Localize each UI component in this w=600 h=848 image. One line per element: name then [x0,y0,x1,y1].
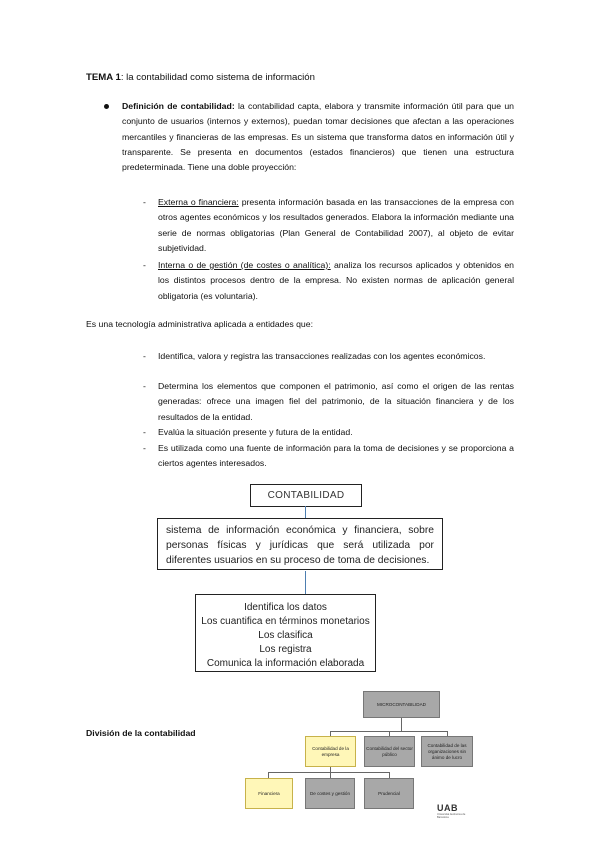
diagram-bottom-box [195,594,376,672]
page-title [86,72,315,83]
diagram-step: Los registra [259,644,312,655]
diagram-connector [305,506,306,518]
dash-marker: - [143,381,146,391]
list-item: Evalúa la situación presente y futura de la entidad. [158,427,353,437]
uab-logo-text: UAB [437,803,458,813]
definition-paragraph [122,99,514,175]
section-title: División de la contabilidad [86,728,196,738]
diagram-top-box: CONTABILIDAD [250,484,362,507]
org-connector [401,718,402,732]
bullet-dot [104,104,109,109]
title-rest: : la contabilidad como sistema de información [120,72,315,83]
org-node-sin-animo: Contabilidad de las organizaciones sin ánimo de lucro [421,736,473,767]
diagram-connector [305,571,306,594]
subpoint-internal [158,258,514,304]
subpoint-external-text: presenta información basada en las transacciones de la empresa con otros agentes económicos y los resultados generados. Elabora la información mediante una serie de normas obligatorias (Plan General de Contabilidad 2007), al objeto de evitar subjetividad. [158,197,515,253]
list-item: Determina los elementos que componen el patrimonio, así como el origen de las rentas generadas: ofrece una imagen fiel del patrimonio, de la situación financiera y de los resultados de la entidad. [158,381,514,422]
list-item: Identifica, valora y registra las transacciones realizadas con los agentes económicos. [158,351,486,361]
org-connector [268,772,389,773]
dash-marker: - [143,443,146,453]
definition-text: la contabilidad capta, elabora y transmite información útil para que un conjunto de usuarios (internos y externos), puedan tomar decisiones que afectan a las operaciones mercantiles y financieras de las empresas. Es un sistema que transforma datos en información útil y transparente. Se presenta en documentos (estados financieros) que tienen una estructura predeterminada. Tiene una doble proyección: [122,101,515,173]
org-node-empresa: Contabilidad de la empresa [305,736,356,767]
diagram-step: Comunica la información elaborada [206,658,365,669]
org-root-node: MICROCONTABILIDAD [363,691,440,718]
org-node-prudencial: Prudencial [364,778,414,809]
subpoint-internal-text: analiza los recursos aplicados y obtenidos en los distintos procesos dentro de la empresa. No existen normas de aplicación general obligatoria (es voluntaria). [158,260,514,301]
org-node-sector-publico: Contabilidad del sector público [364,736,415,767]
diagram-middle-box: sistema de información económica y financiera, sobre personas físicas y jurídicas que será utilizada por diferentes usuarios en su proceso de toma de decisiones. [157,518,443,570]
uab-logo-subtext: Universitat Autònoma de Barcelona [437,813,466,819]
definition-label: Definición de contabilidad: [122,101,235,111]
diagram-step: Los clasifica [258,630,313,641]
intro-text: Es una tecnología administrativa aplicada a entidades que: [86,319,313,329]
subpoint-internal-label: Interna o de gestión (de costes o analítica): [158,260,331,270]
list-item: Es utilizada como una fuente de información para la toma de decisiones y se proporciona a ciertos agentes interesados. [158,443,514,469]
title-bold: TEMA 1 [86,72,121,83]
dash-marker: - [143,427,146,437]
subpoint-external-label: Externa o financiera: [158,197,239,207]
org-node-financiera: Financiera [245,778,293,809]
dash-marker: - [143,260,146,270]
subpoint-external [158,195,514,256]
diagram-step: Los cuantifica en términos monetarios [201,616,370,627]
dash-marker: - [143,197,146,207]
diagram-step: Identifica los datos [244,602,327,613]
org-node-costes: De costes y gestión [305,778,355,809]
dash-marker: - [143,351,146,361]
uab-logo [437,803,467,825]
